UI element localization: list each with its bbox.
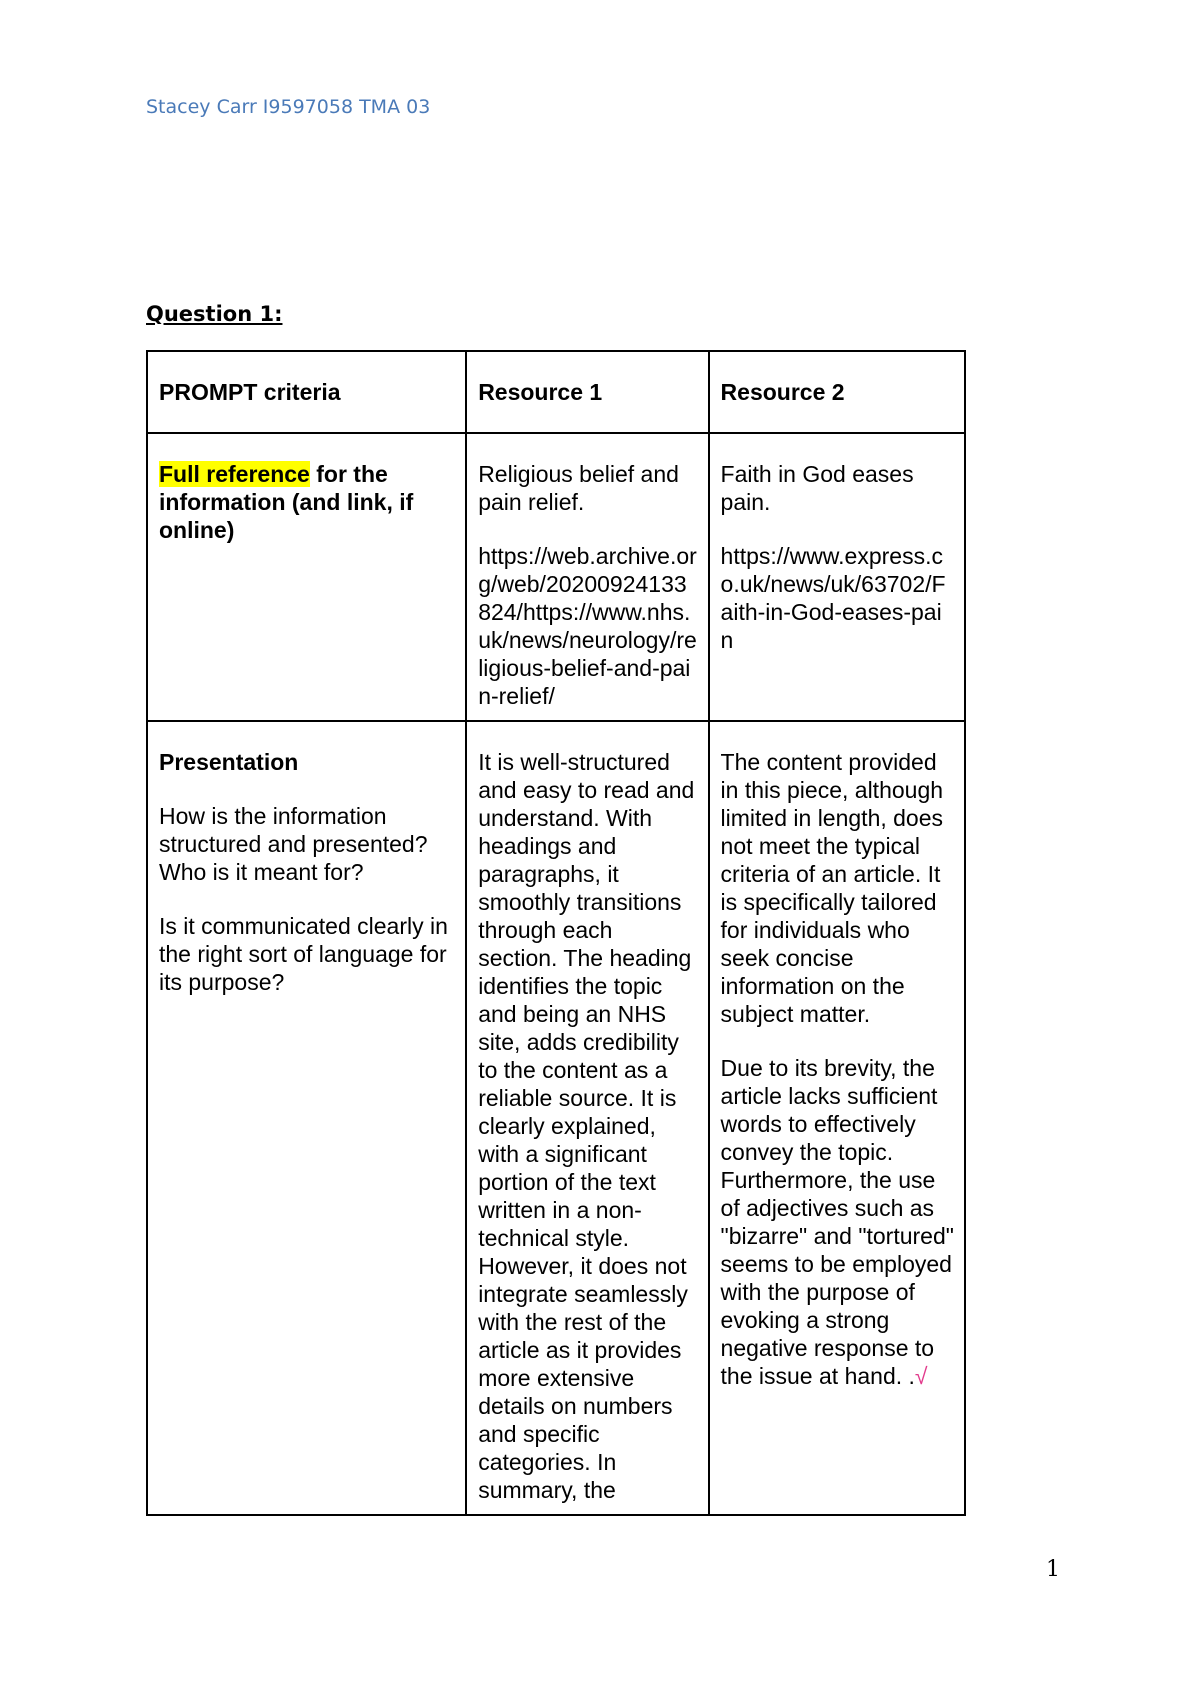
resource-1-presentation-text: It is well-structured and easy to read and understand. With headings and paragraphs, it smoothly transitions through each section. The heading identifies the topic and being an NHS site, adds credibility to the content as a reliable source. It is clearly explained, with a significant portion of the text written in a non-technical style. However, it does not integrate seamlessly with the rest of the article as it provides more extensive details on numbers and specific categories. In summary, the bbox=[478, 749, 695, 1503]
cell-reference-criteria bbox=[147, 433, 466, 721]
page-number: 1 bbox=[1046, 1557, 1060, 1582]
table-row-reference bbox=[147, 433, 965, 721]
table-row-presentation bbox=[147, 721, 965, 1515]
resource-1-title: Religious belief and pain relief. bbox=[478, 461, 679, 515]
presentation-question-1: How is the information structured and presented? Who is it meant for? bbox=[159, 803, 428, 885]
presentation-title: Presentation bbox=[159, 749, 299, 775]
cell-presentation-resource-1 bbox=[466, 721, 708, 1515]
header-cell-resource-1: Resource 1 bbox=[466, 351, 708, 433]
resource-2-presentation-p1: The content provided in this piece, although limited in length, does not meet the typical criteria of an article. It is specifically tailored for individuals who seek concise information on the subject matter. bbox=[720, 749, 944, 1027]
cell-reference-resource-1 bbox=[466, 433, 708, 721]
header-cell-criteria: PROMPT criteria bbox=[147, 351, 466, 433]
highlighted-text: Full reference bbox=[159, 461, 310, 487]
resource-2-presentation-p2: Due to its brevity, the article lacks sufficient words to effectively convey the topic. Furthermore, the use of adjectives such as "bizarre" and "tortured" seems to be employed with the purpose of evoking a strong negative response to the issue at hand. . bbox=[720, 1055, 954, 1389]
prompt-criteria-table bbox=[146, 350, 966, 1516]
cell-presentation-resource-2 bbox=[709, 721, 965, 1515]
resource-1-url: https://web.archive.org/web/20200924133824/https://www.nhs.uk/news/neurology/religious-belief-and-pain-relief/ bbox=[478, 543, 697, 709]
question-title: Question 1: bbox=[146, 302, 283, 326]
header-cell-resource-2: Resource 2 bbox=[709, 351, 965, 433]
cell-reference-resource-2 bbox=[709, 433, 965, 721]
presentation-question-2: Is it communicated clearly in the right sort of language for its purpose? bbox=[159, 913, 448, 995]
cell-presentation-criteria bbox=[147, 721, 466, 1515]
criteria-text: for the information (and link, if online) bbox=[159, 461, 414, 543]
resource-2-title: Faith in God eases pain. bbox=[720, 461, 914, 515]
document-header: Stacey Carr I9597058 TMA 03 bbox=[146, 96, 431, 118]
tick-mark-icon: √ bbox=[914, 1363, 928, 1389]
resource-2-url: https://www.express.co.uk/news/uk/63702/Faith-in-God-eases-pain bbox=[720, 543, 946, 653]
table-header-row bbox=[147, 351, 965, 433]
